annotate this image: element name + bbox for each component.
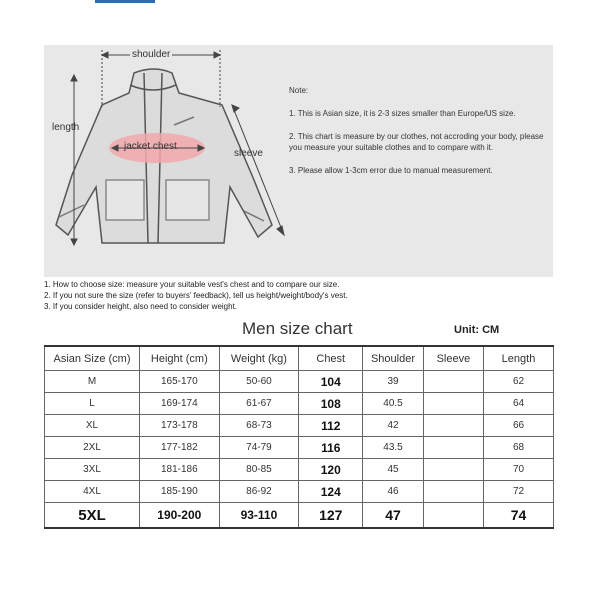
chest-label: jacket chest xyxy=(124,141,177,152)
size-cell: XL xyxy=(45,415,140,437)
tip-3: 3. If you consider height, also need to consider weight. xyxy=(44,302,238,311)
sleeve-cell xyxy=(423,437,483,459)
note-heading: Note: xyxy=(289,86,309,95)
weight-cell: 74-79 xyxy=(219,437,299,459)
size-cell: L xyxy=(45,393,140,415)
sleeve-cell xyxy=(423,481,483,503)
table-row xyxy=(45,459,554,481)
height-cell: 169-174 xyxy=(140,393,220,415)
col-header: Height (cm) xyxy=(140,346,220,371)
chest-cell: 127 xyxy=(299,503,363,529)
table-row xyxy=(45,415,554,437)
sleeve-cell xyxy=(423,415,483,437)
length-label: length xyxy=(52,122,80,133)
size-cell: 5XL xyxy=(45,503,140,529)
length-cell: 74 xyxy=(484,503,554,529)
height-cell: 185-190 xyxy=(140,481,220,503)
chest-cell: 120 xyxy=(299,459,363,481)
sleeve-cell xyxy=(423,503,483,529)
weight-cell: 50-60 xyxy=(219,371,299,393)
size-cell: 2XL xyxy=(45,437,140,459)
weight-cell: 68-73 xyxy=(219,415,299,437)
col-header: Weight (kg) xyxy=(219,346,299,371)
col-header: Sleeve xyxy=(423,346,483,371)
col-header: Chest xyxy=(299,346,363,371)
size-table xyxy=(44,345,554,529)
tip-2: 2. If you not sure the size (refer to buyers' feedback), tell us height/weight/body's vest. xyxy=(44,291,348,300)
table-header-row xyxy=(45,346,554,371)
chest-cell: 112 xyxy=(299,415,363,437)
shoulder-cell: 40.5 xyxy=(363,393,424,415)
length-cell: 64 xyxy=(484,393,554,415)
chest-cell: 116 xyxy=(299,437,363,459)
note-2: 2. This chart is measure by our clothes, not accroding your body, please you measure your suitable clothes and to compare with it. xyxy=(289,132,544,152)
note-3: 3. Please allow 1-3cm error due to manual measurement. xyxy=(289,166,493,175)
table-row xyxy=(45,503,554,529)
height-cell: 177-182 xyxy=(140,437,220,459)
height-cell: 173-178 xyxy=(140,415,220,437)
shoulder-cell: 45 xyxy=(363,459,424,481)
weight-cell: 80-85 xyxy=(219,459,299,481)
length-cell: 62 xyxy=(484,371,554,393)
height-cell: 165-170 xyxy=(140,371,220,393)
size-tips xyxy=(44,279,554,312)
shoulder-cell: 43.5 xyxy=(363,437,424,459)
sleeve-cell xyxy=(423,393,483,415)
table-row xyxy=(45,437,554,459)
sleeve-cell xyxy=(423,371,483,393)
length-cell: 72 xyxy=(484,481,554,503)
size-cell: 3XL xyxy=(45,459,140,481)
col-header: Shoulder xyxy=(363,346,424,371)
weight-cell: 61-67 xyxy=(219,393,299,415)
measurement-figure xyxy=(44,45,553,277)
height-cell: 190-200 xyxy=(140,503,220,529)
notes-block xyxy=(289,85,551,188)
chest-cell: 108 xyxy=(299,393,363,415)
col-header: Asian Size (cm) xyxy=(45,346,140,371)
unit-label: Unit: CM xyxy=(454,324,500,336)
chest-cell: 104 xyxy=(299,371,363,393)
top-accent-line xyxy=(95,0,155,3)
shoulder-cell: 42 xyxy=(363,415,424,437)
tip-1: 1. How to choose size: measure your suitable vest's chest and to compare our size. xyxy=(44,280,340,289)
length-cell: 66 xyxy=(484,415,554,437)
shoulder-cell: 47 xyxy=(363,503,424,529)
weight-cell: 93-110 xyxy=(219,503,299,529)
chart-title: Men size chart xyxy=(242,319,353,338)
table-row xyxy=(45,393,554,415)
table-row xyxy=(45,481,554,503)
weight-cell: 86-92 xyxy=(219,481,299,503)
shoulder-cell: 46 xyxy=(363,481,424,503)
length-cell: 68 xyxy=(484,437,554,459)
shoulder-cell: 39 xyxy=(363,371,424,393)
col-header: Length xyxy=(484,346,554,371)
chart-header xyxy=(44,316,554,344)
size-cell: 4XL xyxy=(45,481,140,503)
shoulder-label: shoulder xyxy=(132,49,171,60)
height-cell: 181-186 xyxy=(140,459,220,481)
sleeve-cell xyxy=(423,459,483,481)
sleeve-label: sleeve xyxy=(234,148,263,159)
chest-cell: 124 xyxy=(299,481,363,503)
note-1: 1. This is Asian size, it is 2-3 sizes smaller than Europe/US size. xyxy=(289,109,516,118)
length-cell: 70 xyxy=(484,459,554,481)
table-row xyxy=(45,371,554,393)
size-cell: M xyxy=(45,371,140,393)
